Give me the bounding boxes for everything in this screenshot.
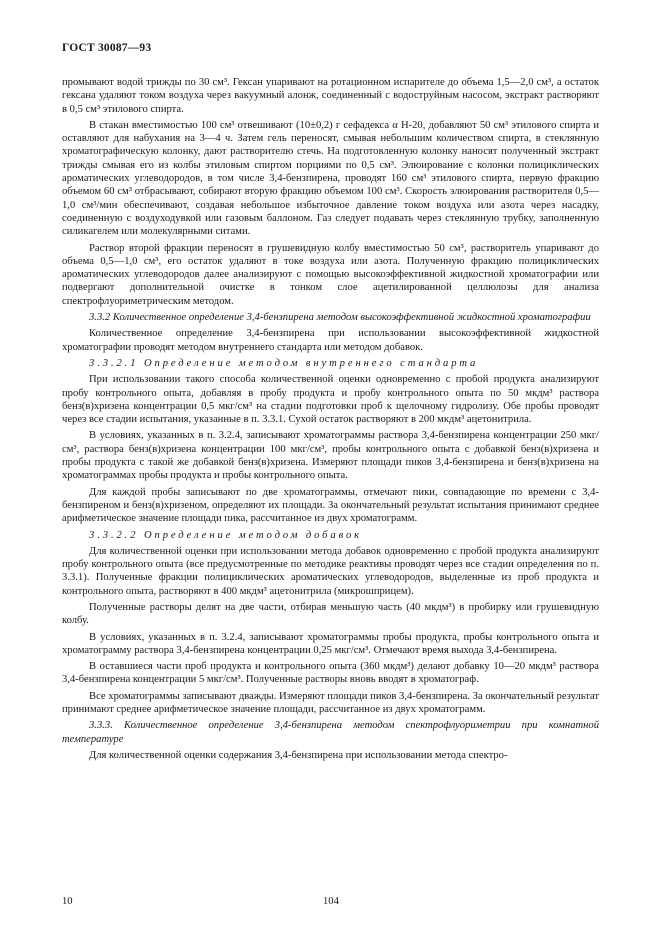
page-number-center: 104 bbox=[323, 896, 339, 907]
section-heading-3-3-2-text: 3.3.2 Количественное определение 3,4-бензпирена методом высокоэффективной жидкостной хроматографии bbox=[89, 312, 591, 324]
document-body bbox=[62, 76, 599, 765]
paragraph-second-fraction: Раствор второй фракции переносят в грушевидную колбу вместимостью 50 см³, растворитель упаривают до объема 0,5—1,0 см³, его остаток удаляют в токе воздуха или азота. Полученную фракцию полициклических ароматических углеводородов далее анализируют с помощью высокоэффективной жидкостной хроматографии или подвергают дополнительной очистке в тонком слое ацетилированной целлюлозы для анализа спектрофлуориметрическим методом. bbox=[62, 242, 599, 307]
section-heading-3-3-2-1-text: 3.3.2.1 Определение методом внутреннего стандарта bbox=[89, 357, 479, 369]
paragraph-record-twice: Все хроматограммы записывают дважды. Измеряют площади пиков 3,4-бензпирена. За окончательный результат принимают среднее арифметическое значение площади, рассчитанное из двух хроматограмм. bbox=[62, 690, 599, 716]
page-number-left: 10 bbox=[62, 896, 73, 907]
paragraph-conditions-1: В условиях, указанных в п. 3.2.4, записывают хроматограммы раствора 3,4-бензпирена концентрации 250 мкг/см³, раствора бенз(в)хризена концентрации 100 мкг/см³, пробы контрольного опыта с добавкой бенз(в)хризена и пробы продукта с такой же добавкой бенз(в)хризена. Измеряют площади пиков 3,4-бензпирена и бенз(в)хризена на хроматограммах пробы продукта и пробы контрольного опыта. bbox=[62, 430, 599, 482]
paragraph-sephadex: В стакан вместимостью 100 см³ отвешивают (10±0,2) г сефадекса α Н-20, добавляют 50 см³ этилового спирта и оставляют для набухания на 3—4 ч. Затем гель переносят, смывая небольшим количеством спирта, в стеклянную хроматографическую колонку, дают растворителю стечь. На подготовленную колонку наносят полученный экстракт трижды смывая его из колбы этиловым спиртом порциями по 0,5 см³. Элюирование с колонки полициклических ароматических углеводородов, в том числе 3,4-бензпирена, проводят 160 см³ этилового спирта, первую фракцию объемом 60 см³ отбрасывают, собирают вторую фракцию объемом 100 см³. Скорость элюирования растворителя 0,5—1,0 см³/мин обеспечивают, создавая небольшое избыточное давление током воздуха или азота через насадку, соединенную с воздуходувкой или газовым баллоном. Газ следует подавать через стеклянную трубку, заполненную силикагелем или молекулярными ситами. bbox=[62, 119, 599, 238]
section-heading-3-3-3 bbox=[62, 719, 599, 746]
section-heading-3-3-3-text: 3.3.3. Количественное определение 3,4-бензпирена методом спектрофлуориметрии при комнатной температуре bbox=[62, 720, 599, 745]
section-heading-3-3-2 bbox=[62, 311, 599, 324]
paragraph-remaining-parts: В оставшиеся части проб продукта и контрольного опыта (360 мкдм³) делают добавку 10—20 мкдм³ раствора 3,4-бензпирена концентрации 5 мкг/см³. Полученные растворы вновь вводят в хроматограф. bbox=[62, 661, 599, 686]
paragraph-hplc-intro: Количественное определение 3,4-бензпирена при использовании высокоэффективной жидкостной хроматографии проводят методом внутреннего стандарта или методом добавок. bbox=[62, 328, 599, 353]
paragraph-additions-method: Для количественной оценки при использовании метода добавок одновременно с пробой продукта анализируют пробу контрольного опыта (все предусмотренные по методике реактивы проводят через все стадии определения по п. 3.3.1). Полученные фракции полициклических ароматических углеводородов, выделенные из проб продукта и контрольного опыта, растворяют в 400 мкдм³ ацетонитрила (микрошприцем). bbox=[62, 545, 599, 597]
paragraph-continuation: промывают водой трижды по 30 см³. Гексан упаривают на ротационном испарителе до объема 1,5—2,0 см³, а остаток гексана удаляют током воздуха через вакуумный алонж, соединенный с водоструйным насосом, экстракт растворяют в 0,5 см³ этилового спирта. bbox=[62, 77, 599, 115]
section-heading-3-3-2-1 bbox=[62, 357, 599, 370]
paragraph-spectrofluorimetry: Для количественной оценки содержания 3,4-бензпирена при использовании метода спектро- bbox=[89, 749, 508, 761]
paragraph-two-chromatograms: Для каждой пробы записывают по две хроматограммы, отмечают пики, совпадающие по времени с 3,4-бензпиреном и бенз(в)хризеном, определяют их площади. За окончательный результат испытания принимают среднее арифметическое значение площади пика, рассчитанное из двух хроматограмм. bbox=[62, 486, 599, 525]
paragraph-conditions-2: В условиях, указанных в п. 3.2.4, записывают хроматограммы пробы продукта, пробы контрольного опыта и хроматограмму раствора 3,4-бензпирена концентрации 0,25 мкг/см³. Отмечают время выхода 3,4-бензпирена. bbox=[62, 631, 599, 656]
document-header: ГОСТ 30087—93 bbox=[62, 42, 152, 54]
paragraph-split-solutions: Полученные растворы делят на две части, отбирая меньшую часть (40 мкдм³) в пробирку или грушевидную колбу. bbox=[62, 601, 599, 627]
paragraph-internal-standard: При использовании такого способа количественной оценки одновременно с пробой продукта анализируют пробу контрольного опыта, добавляя в пробу продукта и пробу контрольного опыта по 50 мкдм³ раствора бенз(в)хризена концентрации 0,5 мкг/см³ на стадии подготовки проб к щелочному гидролизу. Обе пробы проводят через все стадии испытания, указанные в п. 3.3.1. Сухой остаток растворяют в 200 мкдм³ ацетонитрила. bbox=[62, 374, 599, 426]
section-heading-3-3-2-2 bbox=[62, 529, 599, 542]
section-heading-3-3-2-2-text: 3.3.2.2 Определение методом добавок bbox=[89, 529, 363, 541]
